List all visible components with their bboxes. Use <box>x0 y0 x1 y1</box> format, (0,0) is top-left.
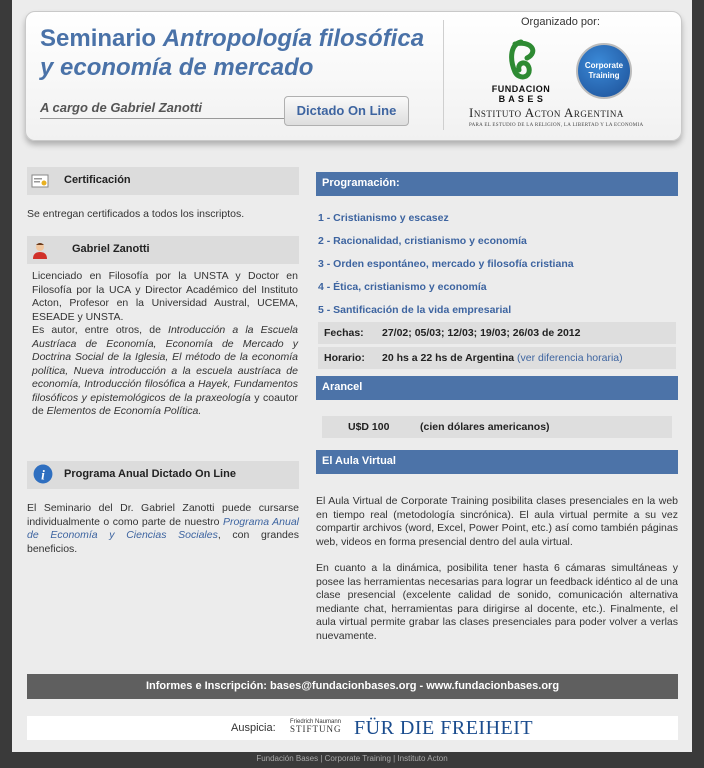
certificacion-title: Certificación <box>64 174 131 186</box>
arancel-title: Arancel <box>322 381 363 393</box>
annual-program-heading <box>27 461 299 489</box>
program-item: 4 - Ética, cristianismo y economía <box>318 281 487 293</box>
dates-label: Fechas: <box>324 327 364 339</box>
hours-label: Horario: <box>324 352 365 364</box>
aula-paragraph-1: El Aula Virtual de Corporate Training posibilita clases presenciales en la web en tiempo real (metodología sincrónica). El aula virtual permite a su vez compartir archivos (word, Excel, Power Point, etc.) así como también páginas web, videos en forma presencial dentro del aula virtual. <box>316 495 678 548</box>
annual-program-text: El Seminario del Dr. Gabriel Zanotti puede cursarse individualmente o como parte de nuestro Programa Anual de Economía y Ciencias Sociales, con grandes beneficios. <box>27 502 299 555</box>
person-icon <box>31 241 49 259</box>
aula-paragraph-2: En cuanto a la dinámica, posibilita tener hasta 6 cámaras simultáneas y posee las herramientas necesarias para lograr un feedback idéntico al de una clase presencial (excelente calidad de sonido, comunicación alternativa mediante chat, herramientas para dirigirse al docente, etc.). Finalmente, el aula virtual permite grabar las clases presenciales para poder volver a verlas nuevamente. <box>316 562 678 642</box>
programacion-heading <box>316 172 678 196</box>
svg-text:i: i <box>41 467 45 483</box>
sponsor-bar <box>27 716 678 740</box>
corporate-training-logo: Corporate Training <box>576 43 632 99</box>
certificacion-heading <box>27 167 299 195</box>
program-item: 5 - Santificación de la vida empresarial <box>318 304 512 316</box>
info-icon <box>33 464 53 484</box>
bio-text <box>32 270 298 419</box>
programacion-title: Programación: <box>322 177 400 189</box>
program-item: 2 - Racionalidad, cristianismo y economía <box>318 235 527 247</box>
header-banner <box>25 11 682 141</box>
page-title: Seminario Antropología filosófica y economía de mercado <box>40 25 425 81</box>
dates-row <box>318 322 676 344</box>
bottom-credits: Fundación Bases | Corporate Training | Instituto Acton <box>256 754 448 763</box>
naumann-logo-text: Friedrich Naumann STIFTUNG <box>290 719 342 734</box>
freiheit-logo-text: FÜR DIE FREIHEIT <box>354 717 534 739</box>
certificacion-text: Se entregan certificados a todos los inscriptos. <box>27 208 245 220</box>
sponsor-label: Auspicia: <box>231 722 276 734</box>
certificate-icon <box>31 172 49 190</box>
annual-program-title: Programa Anual Dictado On Line <box>64 468 236 480</box>
acton-logo-text: Instituto Acton Argentina <box>469 105 624 120</box>
fundacion-bases-text: FUNDACION B A S E S <box>491 84 551 104</box>
hours-row <box>318 347 676 369</box>
program-item: 1 - Cristianismo y escasez <box>318 212 449 224</box>
bio-title: Gabriel Zanotti <box>72 243 150 255</box>
divider <box>443 20 444 130</box>
online-button[interactable]: Dictado On Line <box>284 96 409 126</box>
bio-heading <box>27 236 299 264</box>
aula-title: El Aula Virtual <box>322 455 396 467</box>
page <box>12 0 692 752</box>
bio-paragraph-2: Es autor, entre otros, de Introducción a la Escuela Austríaca de Economía, Economía de Mercado y Doctrina Social de la Iglesia, El método de la economía política, Nueva introducción a la escuela austríaca de economía, Introducción filosófica a Hayek, Fundamentos filosóficos y epistemológicos de la praxeología y coautor de Elementos de Economía Política. <box>32 324 298 417</box>
hours-value: 20 hs a 22 hs de Argentina (ver diferencia horaria) <box>382 352 623 364</box>
dates-value: 27/02; 05/03; 12/03; 19/03; 26/03 de 2012 <box>382 327 581 339</box>
price-note: (cien dólares americanos) <box>420 421 550 433</box>
contact-bar: Informes e Inscripción: bases@fundacionbases.org - www.fundacionbases.org <box>27 674 678 699</box>
instructor-line: A cargo de Gabriel Zanotti <box>40 100 285 119</box>
time-difference-link[interactable]: (ver diferencia horaria) <box>517 352 623 364</box>
price-value: U$D 100 <box>348 421 390 433</box>
program-item: 3 - Orden espontáneo, mercado y filosofía cristiana <box>318 258 574 270</box>
fundacion-bases-logo <box>491 38 551 88</box>
acton-subtitle: PARA EL ESTUDIO DE LA RELIGION, LA LIBERTAD Y LA ECONOMIA <box>469 123 644 128</box>
bio-paragraph-1: Licenciado en Filosofía por la UNSTA y Doctor en Filosofía por la UCA y Director Académico del Instituto Acton, Profesor en la Universidad Austral, UCEMA, ESEADE y UNSTA. <box>32 270 298 323</box>
arancel-heading <box>316 376 678 400</box>
organized-by-label: Organizado por: <box>521 16 600 28</box>
aula-heading <box>316 450 678 474</box>
annual-program-link[interactable]: Programa Anual de Economía y Ciencias Sociales <box>27 515 299 541</box>
price-row <box>322 416 672 438</box>
